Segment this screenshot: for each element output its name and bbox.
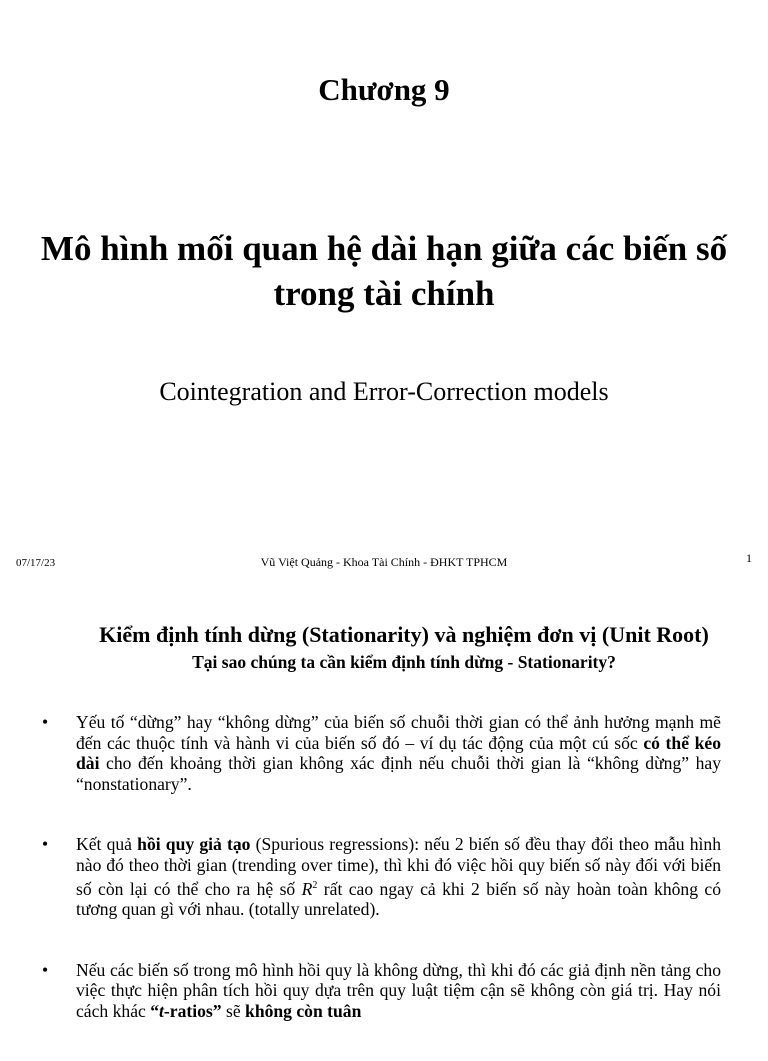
bullet-text: Yếu tố “dừng” hay “không dừng” của biến số chuỗi thời gian có thể ảnh hưởng mạnh mẽ đến các thuộc tính và hành vi của biến số đó – ví dụ tác động của một cú sốc xyxy=(76,712,721,753)
slide-title: Mô hình mối quan hệ dài hạn giữa các biến số trong tài chính xyxy=(40,229,728,313)
bullet-item xyxy=(0,834,768,919)
bullet-item xyxy=(0,960,768,1022)
page-number: 1 xyxy=(746,551,752,565)
bullet-emphasis: không còn tuân xyxy=(245,1000,362,1021)
t-symbol: t xyxy=(159,1000,164,1021)
bullet-text: Nếu các biến số trong mô hình hồi quy là không dừng, thì khi đó các giả định nền tảng cho việc thực hiện phân tích hồi quy dựa trên quy luật tiệm cận sẽ không còn giá trị. Hay nói cách khác xyxy=(76,959,721,1021)
bullet-text: sẽ xyxy=(221,1000,246,1021)
footer-author: Vũ Việt Quảng - Khoa Tài Chính - ĐHKT TPHCM xyxy=(260,555,508,569)
bullet-marker: • xyxy=(42,712,49,732)
slide-2 xyxy=(0,582,768,1024)
bullet-emphasis: hồi quy giả tạo xyxy=(137,834,251,855)
chapter-heading: Chương 9 xyxy=(318,72,450,107)
slide-subtitle: Cointegration and Error-Correction models xyxy=(159,377,609,406)
r-squared-symbol: R xyxy=(301,878,313,899)
bullet-marker: • xyxy=(42,834,49,855)
bullet-emphasis: có thể kéo dài xyxy=(76,732,721,774)
bullet-marker: • xyxy=(42,959,49,980)
bullet-list xyxy=(0,712,768,1061)
slide-title: Kiểm định tính dừng (Stationarity) và nghiệm đơn vị (Unit Root) xyxy=(99,622,709,647)
bullet-item xyxy=(0,712,768,794)
bullet-emphasis xyxy=(150,1001,221,1021)
superscript: 2 xyxy=(312,879,318,891)
bullet-text: Kết quả xyxy=(76,834,138,855)
bullet-emphasis-text: -ratios” xyxy=(163,1000,222,1021)
quote-mark: “ xyxy=(150,1000,160,1021)
bullet-text: rất cao ngay cả khi 2 biến số này hoàn toàn không có tương quan gì với nhau. (totally unrelated). xyxy=(76,878,722,920)
footer-date: 07/17/23 xyxy=(16,557,56,569)
bullet-text: cho đến khoảng thời gian không xác định nếu chuỗi thời gian là “không dừng” hay “nonstationary”. xyxy=(76,753,721,794)
bullet-text: (Spurious regressions): nếu 2 biến số đều thay đổi theo mẫu hình nào đó theo thời gian (trending over time), thì khi đó việc hồi quy biến số này đối với biến số còn lại có thể cho ra hệ số xyxy=(76,834,722,899)
slide-subtitle: Tại sao chúng ta cần kiểm định tính dừng - Stationarity? xyxy=(192,652,616,672)
